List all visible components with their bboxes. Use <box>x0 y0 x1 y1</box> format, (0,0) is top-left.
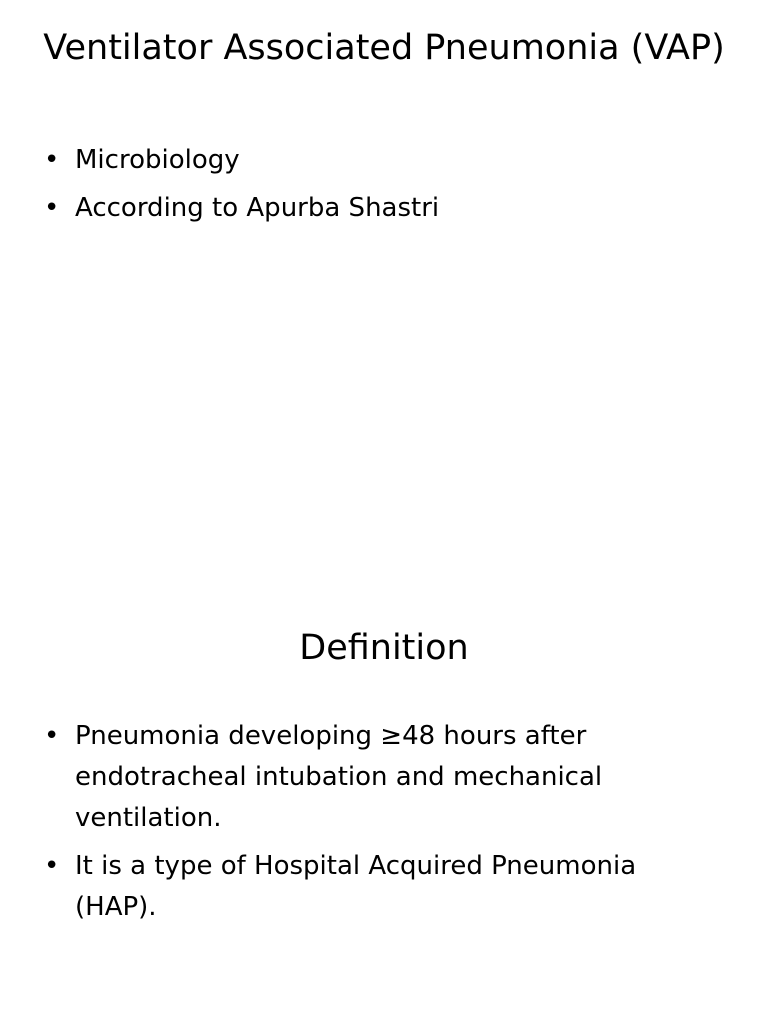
bullet-icon: • <box>44 851 60 881</box>
list-item <box>44 716 704 839</box>
list-item <box>44 846 704 928</box>
slide-definition <box>0 576 768 1024</box>
bullet-text: Pneumonia developing ≥48 hours after endotracheal intubation and mechanical ventilation. <box>75 721 603 833</box>
list-item <box>44 140 704 181</box>
bullet-icon: • <box>44 145 60 175</box>
bullet-text: It is a type of Hospital Acquired Pneumonia (HAP). <box>75 851 637 922</box>
bullet-list <box>44 140 704 236</box>
slide-title: Ventilator Associated Pneumonia (VAP) <box>43 28 725 68</box>
list-item <box>44 188 704 229</box>
bullet-icon: • <box>44 721 60 751</box>
slide-title: Definition <box>299 628 469 668</box>
bullet-text: According to Apurba Shastri <box>75 193 440 223</box>
bullet-icon: • <box>44 193 60 223</box>
bullet-list <box>44 716 704 935</box>
bullet-text: Microbiology <box>75 145 240 175</box>
